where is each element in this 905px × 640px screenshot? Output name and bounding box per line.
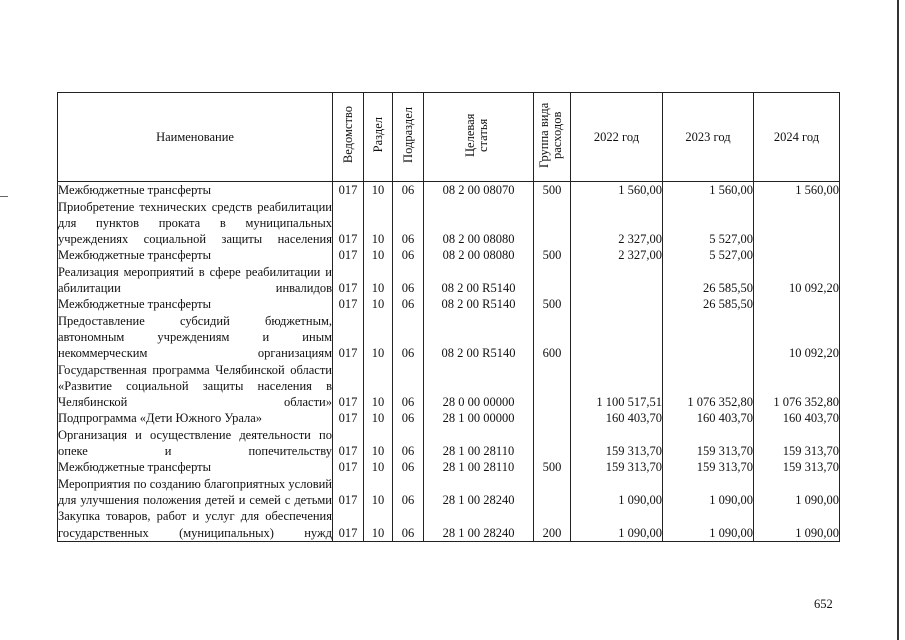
row-2024 <box>754 247 840 263</box>
row-2024: 1 076 352,80 <box>754 362 840 411</box>
row-subsection: 06 <box>393 410 424 426</box>
row-2022: 1 100 517,51 <box>571 362 663 411</box>
row-2022: 1 090,00 <box>571 476 663 509</box>
table-row <box>58 313 840 362</box>
row-dept: 017 <box>333 264 364 297</box>
row-subsection: 06 <box>393 508 424 541</box>
row-subsection: 06 <box>393 199 424 248</box>
row-group <box>534 264 571 297</box>
table-row <box>58 264 840 297</box>
row-group <box>534 362 571 411</box>
row-2022: 159 313,70 <box>571 459 663 475</box>
row-target: 08 2 00 08080 <box>424 247 534 263</box>
row-dept: 017 <box>333 362 364 411</box>
row-name: Межбюджетные трансферты <box>58 296 333 312</box>
row-target: 28 1 00 28110 <box>424 427 534 460</box>
row-section: 10 <box>364 459 393 475</box>
row-subsection: 06 <box>393 247 424 263</box>
header-group: Группа вида расходов <box>537 102 564 168</box>
header-subsection: Подраздел <box>400 107 415 163</box>
row-2022 <box>571 264 663 297</box>
row-subsection: 06 <box>393 476 424 509</box>
row-target: 08 2 00 R5140 <box>424 296 534 312</box>
header-dept: Ведомство <box>340 106 355 164</box>
row-2023: 5 527,00 <box>663 199 754 248</box>
row-2024: 1 560,00 <box>754 182 840 199</box>
row-2024: 159 313,70 <box>754 459 840 475</box>
row-section: 10 <box>364 296 393 312</box>
row-target: 28 1 00 28240 <box>424 476 534 509</box>
row-section: 10 <box>364 199 393 248</box>
row-group: 500 <box>534 296 571 312</box>
row-2024: 159 313,70 <box>754 427 840 460</box>
row-2022: 160 403,70 <box>571 410 663 426</box>
row-2022: 159 313,70 <box>571 427 663 460</box>
row-name: Межбюджетные трансферты <box>58 459 333 475</box>
row-section: 10 <box>364 362 393 411</box>
row-subsection: 06 <box>393 427 424 460</box>
row-2023: 5 527,00 <box>663 247 754 263</box>
row-2023: 1 090,00 <box>663 508 754 541</box>
row-group: 500 <box>534 459 571 475</box>
header-name: Наименование <box>58 93 333 182</box>
row-target: 08 2 00 08070 <box>424 182 534 199</box>
header-2024: 2024 год <box>754 93 840 182</box>
row-dept: 017 <box>333 199 364 248</box>
row-name: Приобретение технических средств реабилитации для пунктов проката в муниципальных учреждениях социальной защиты населения <box>58 199 332 247</box>
row-group: 200 <box>534 508 571 541</box>
row-2022 <box>571 313 663 362</box>
row-section: 10 <box>364 182 393 199</box>
header-section: Раздел <box>370 117 385 153</box>
row-name: Реализация мероприятий в сфере реабилитации и абилитации инвалидов <box>58 264 332 296</box>
row-name: Межбюджетные трансферты <box>58 247 333 263</box>
row-group <box>534 476 571 509</box>
header-2023: 2023 год <box>663 93 754 182</box>
table-row <box>58 508 840 541</box>
row-group <box>534 427 571 460</box>
row-2023: 159 313,70 <box>663 427 754 460</box>
row-section: 10 <box>364 508 393 541</box>
row-target: 08 2 00 R5140 <box>424 313 534 362</box>
row-2024 <box>754 296 840 312</box>
row-group: 500 <box>534 182 571 199</box>
header-row <box>58 93 840 182</box>
row-2024: 1 090,00 <box>754 476 840 509</box>
row-name: Подпрограмма «Дети Южного Урала» <box>58 410 333 426</box>
row-2024: 1 090,00 <box>754 508 840 541</box>
page-number: 652 <box>814 597 833 611</box>
row-group <box>534 199 571 248</box>
row-section: 10 <box>364 476 393 509</box>
row-2024: 10 092,20 <box>754 264 840 297</box>
row-2023: 1 076 352,80 <box>663 362 754 411</box>
row-2023: 160 403,70 <box>663 410 754 426</box>
row-2023 <box>663 313 754 362</box>
row-subsection: 06 <box>393 264 424 297</box>
row-target: 28 1 00 28240 <box>424 508 534 541</box>
row-2022: 1 090,00 <box>571 508 663 541</box>
row-name: Организация и осуществление деятельности по опеке и попечительству <box>58 427 332 459</box>
row-target: 08 2 00 08080 <box>424 199 534 248</box>
budget-table <box>57 92 840 542</box>
row-target: 28 1 00 00000 <box>424 410 534 426</box>
row-name: Государственная программа Челябинской области «Развитие социальной защиты населения в Челябинской области» <box>58 362 332 410</box>
row-2024: 160 403,70 <box>754 410 840 426</box>
row-dept: 017 <box>333 476 364 509</box>
row-2023: 1 090,00 <box>663 476 754 509</box>
row-dept: 017 <box>333 459 364 475</box>
row-target: 08 2 00 R5140 <box>424 264 534 297</box>
row-group <box>534 410 571 426</box>
row-section: 10 <box>364 247 393 263</box>
table-row <box>58 459 840 475</box>
table-row <box>58 182 840 199</box>
table-row <box>58 427 840 460</box>
row-section: 10 <box>364 427 393 460</box>
row-2022: 2 327,00 <box>571 199 663 248</box>
row-name: Мероприятия по созданию благоприятных условий для улучшения положения детей и семей с детьми <box>58 476 332 507</box>
row-name: Предоставление субсидий бюджетным, автономным учреждениям и иным некоммерческим организациям <box>58 313 332 361</box>
table-row <box>58 362 840 411</box>
page-edge-line <box>897 0 899 640</box>
scan-mark <box>0 196 8 197</box>
header-2022: 2022 год <box>571 93 663 182</box>
row-subsection: 06 <box>393 459 424 475</box>
row-2022 <box>571 296 663 312</box>
row-2023: 1 560,00 <box>663 182 754 199</box>
row-section: 10 <box>364 313 393 362</box>
row-section: 10 <box>364 410 393 426</box>
row-2022: 1 560,00 <box>571 182 663 199</box>
table-row <box>58 410 840 426</box>
row-group: 600 <box>534 313 571 362</box>
row-target: 28 0 00 00000 <box>424 362 534 411</box>
row-2024 <box>754 199 840 248</box>
row-dept: 017 <box>333 182 364 199</box>
row-section: 10 <box>364 264 393 297</box>
table-row <box>58 247 840 263</box>
row-2024: 10 092,20 <box>754 313 840 362</box>
row-dept: 017 <box>333 427 364 460</box>
header-target: Целевая статья <box>462 113 490 157</box>
row-subsection: 06 <box>393 313 424 362</box>
row-subsection: 06 <box>393 182 424 199</box>
row-name: Межбюджетные трансферты <box>58 182 333 199</box>
row-target: 28 1 00 28110 <box>424 459 534 475</box>
row-2023: 26 585,50 <box>663 264 754 297</box>
table-row <box>58 199 840 248</box>
row-dept: 017 <box>333 313 364 362</box>
row-dept: 017 <box>333 410 364 426</box>
table-row <box>58 296 840 312</box>
table-row <box>58 476 840 509</box>
row-name: Закупка товаров, работ и услуг для обеспечения государственных (муниципальных) нужд <box>58 509 332 540</box>
row-dept: 017 <box>333 296 364 312</box>
row-subsection: 06 <box>393 296 424 312</box>
row-dept: 017 <box>333 247 364 263</box>
row-dept: 017 <box>333 508 364 541</box>
row-subsection: 06 <box>393 362 424 411</box>
row-group: 500 <box>534 247 571 263</box>
row-2023: 26 585,50 <box>663 296 754 312</box>
row-2022: 2 327,00 <box>571 247 663 263</box>
row-2023: 159 313,70 <box>663 459 754 475</box>
